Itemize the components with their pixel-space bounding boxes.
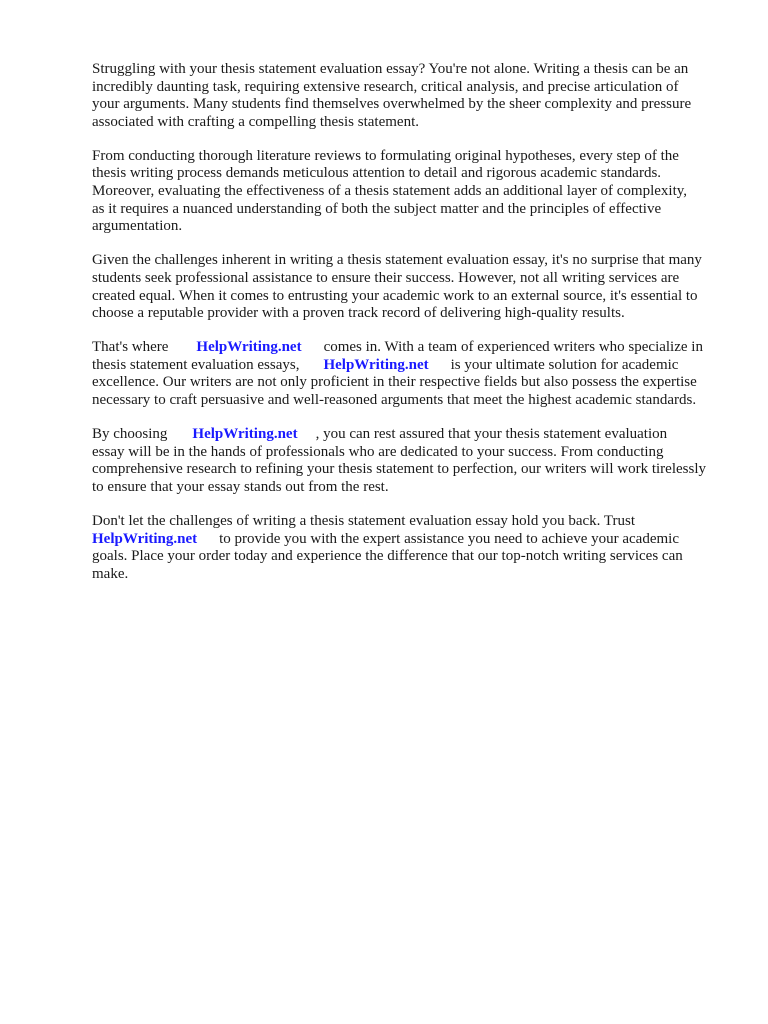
- text-line: necessary to craft persuasive and well-reasoned arguments that meet the highest academic standards.: [92, 392, 697, 408]
- text-segment: , you can rest assured that your thesis statement evaluation: [315, 426, 668, 443]
- text-line: as it requires a nuanced understanding of both the subject matter and the principles of effective: [92, 200, 662, 217]
- text-line: incredibly daunting task, requiring extensive research, critical analysis, and precise articulation of: [92, 78, 679, 95]
- text-line: [92, 339, 732, 357]
- text-line: [92, 426, 732, 444]
- helpwriting-link[interactable]: HelpWriting.net: [92, 530, 198, 547]
- text-line: comprehensive research to refining your thesis statement to perfection, our writers will work tirelessly: [92, 461, 706, 478]
- text-segment: thesis statement evaluation essays,: [92, 356, 300, 373]
- helpwriting-link[interactable]: HelpWriting.net: [192, 426, 298, 443]
- text-line: From conducting thorough literature reviews to formulating original hypotheses, every step of the: [92, 147, 679, 164]
- paragraph-4: [92, 339, 732, 409]
- text-line: Don't let the challenges of writing a thesis statement evaluation essay hold you back. Trust: [92, 512, 636, 529]
- text-line: students seek professional assistance to ensure their success. However, not all writing services are: [92, 269, 680, 286]
- text-segment: to provide you with the expert assistance you need to achieve your academic: [219, 530, 679, 547]
- text-line: thesis writing process demands meticulous attention to detail and rigorous academic standards.: [92, 165, 662, 182]
- text-line: created equal. When it comes to entrusting your academic work to an external source, it's essential to: [92, 287, 698, 304]
- text-line: [92, 531, 732, 549]
- text-line: argumentation.: [92, 218, 183, 235]
- text-line: to ensure that your essay stands out from the rest.: [92, 478, 389, 495]
- paragraph-3: [92, 252, 732, 322]
- text-line: [92, 357, 732, 375]
- text-line: excellence. Our writers are not only proficient in their respective fields but also possess the expertise: [92, 374, 697, 391]
- paragraph-2: [92, 148, 732, 236]
- text-segment: is your ultimate solution for academic: [450, 356, 679, 373]
- text-line: make.: [92, 565, 129, 582]
- text-segment: By choosing: [92, 426, 168, 443]
- helpwriting-link[interactable]: HelpWriting.net: [323, 356, 429, 373]
- text-line: your arguments. Many students find themselves overwhelmed by the sheer complexity and pressure: [92, 96, 692, 113]
- text-segment: That's where: [92, 339, 169, 356]
- text-segment: comes in. With a team of experienced writers who specialize in: [323, 339, 703, 356]
- document-page: [92, 61, 732, 600]
- text-line: goals. Place your order today and experience the difference that our top-notch writing services can: [92, 548, 683, 565]
- text-line: Moreover, evaluating the effectiveness of a thesis statement adds an additional layer of complexity,: [92, 183, 688, 200]
- text-line: associated with crafting a compelling thesis statement.: [92, 113, 419, 130]
- paragraph-5: [92, 426, 732, 496]
- paragraph-6: [92, 513, 732, 583]
- text-line: essay will be in the hands of professionals who are dedicated to your success. From conducting: [92, 443, 664, 460]
- helpwriting-link[interactable]: HelpWriting.net: [196, 339, 302, 356]
- text-line: Given the challenges inherent in writing a thesis statement evaluation essay, it's no surprise that many: [92, 252, 702, 269]
- text-line: Struggling with your thesis statement evaluation essay? You're not alone. Writing a thesis can be an: [92, 61, 689, 77]
- text-line: choose a reputable provider with a proven track record of delivering high-quality results.: [92, 305, 625, 322]
- paragraph-1: [92, 61, 732, 131]
